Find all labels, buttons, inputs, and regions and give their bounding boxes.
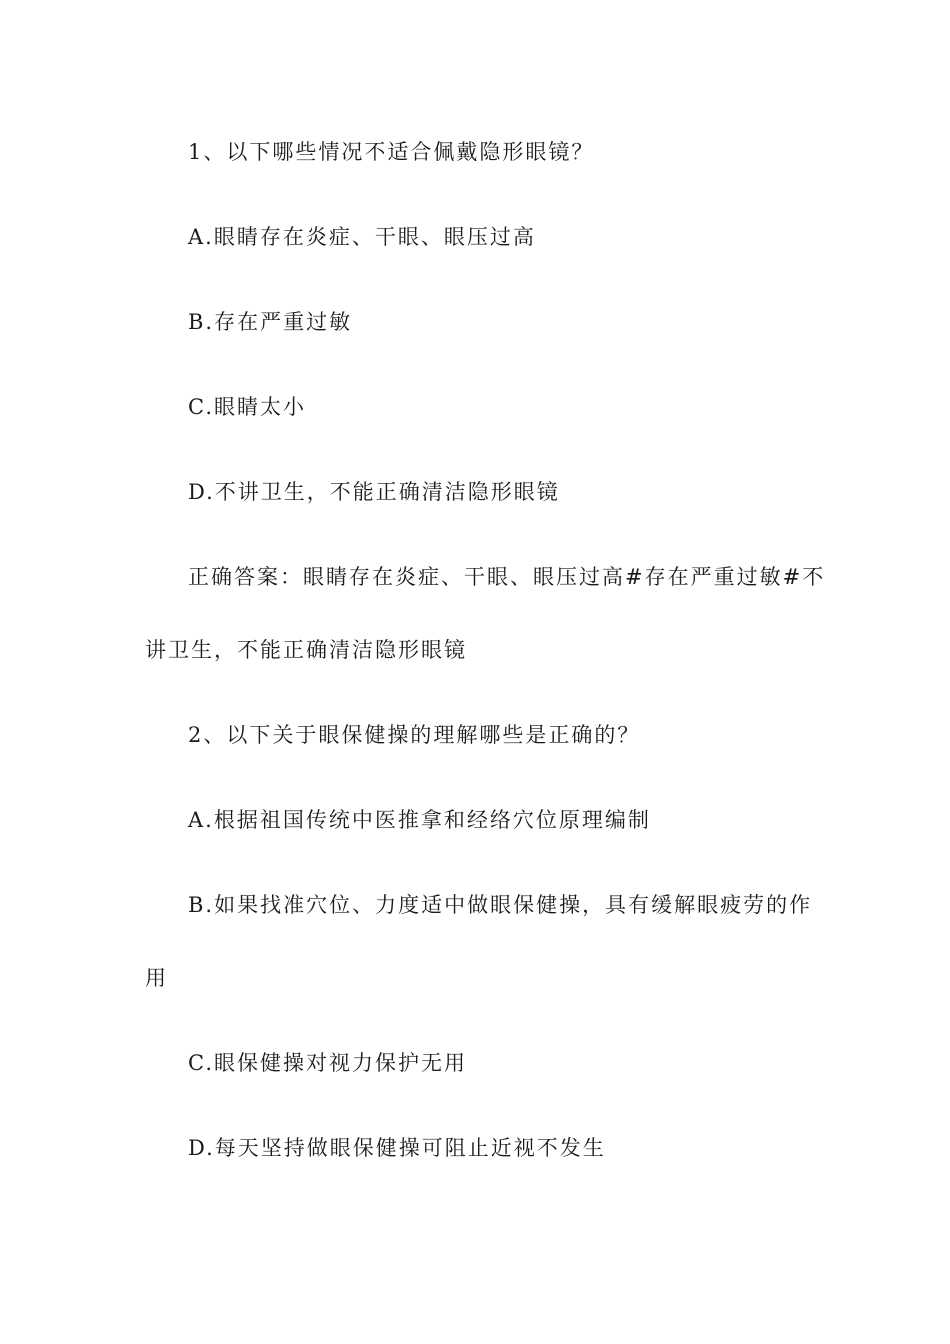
question-1-option-c: C.眼睛太小 xyxy=(188,395,306,419)
question-2-stem: 2、以下关于眼保健操的理解哪些是正确的？ xyxy=(188,723,641,747)
question-2-option-c: C.眼保健操对视力保护无用 xyxy=(188,1051,467,1075)
question-1-answer-line-2: 讲卫生，不能正确清洁隐形眼镜 xyxy=(145,638,467,662)
question-2-option-d: D.每天坚持做眼保健操可阻止近视不发生 xyxy=(188,1136,606,1160)
question-1-answer-line-1: 正确答案：眼睛存在炎症、干眼、眼压过高#存在严重过敏#不 xyxy=(188,565,826,589)
question-2-option-b: B.如果找准穴位、力度适中做眼保健操，具有缓解眼疲劳的作 xyxy=(188,893,813,917)
question-1-option-d: D.不讲卫生，不能正确清洁隐形眼镜 xyxy=(188,480,560,504)
question-1-option-b: B.存在严重过敏 xyxy=(188,310,353,334)
question-1-option-a: A.眼睛存在炎症、干眼、眼压过高 xyxy=(188,225,536,249)
question-2-option-a: A.根据祖国传统中医推拿和经络穴位原理编制 xyxy=(188,808,651,832)
question-2-option-b-continued: 用 xyxy=(145,966,168,990)
question-1-stem: 1、以下哪些情况不适合佩戴隐形眼镜？ xyxy=(188,140,595,164)
